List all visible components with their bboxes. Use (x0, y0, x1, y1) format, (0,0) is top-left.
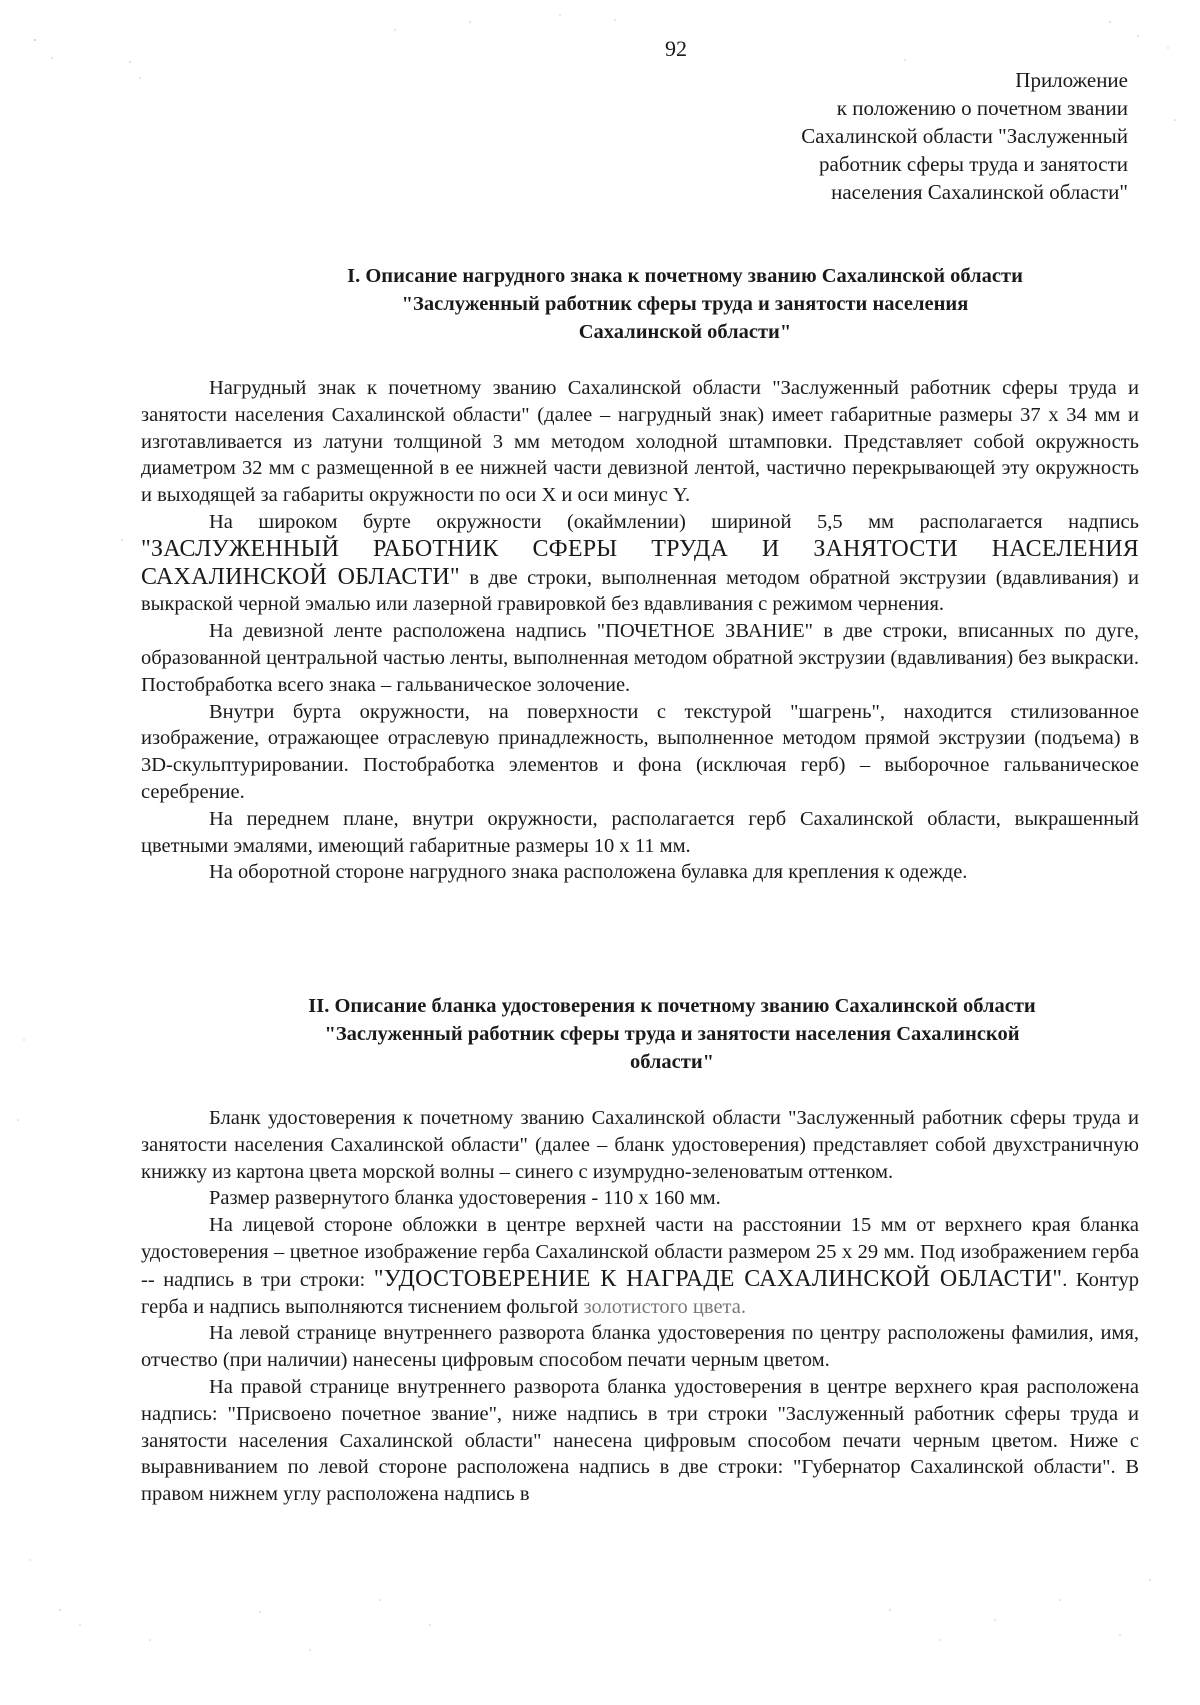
paragraph-text: Нагрудный знак к почетному званию Сахалинской области "Заслуженный работник сферы труда и занятости населения Сахалинской области" (далее – нагрудный знак) имеет габаритные размеры 37 x 34 мм и изготавливается из латуни толщиной 3 мм методом холодной штамповки. Представляет собой окружность диаметром 32 мм с размещенной в ее нижней части девизной лентой, частично перекрывающей эту окружность и выходящей за габариты окружности по оси X и оси минус Y. (141, 377, 1139, 507)
paragraph-text: Бланк удостоверения к почетному званию Сахалинской области "Заслуженный работник сферы труда и занятости населения Сахалинской области" (далее – бланк удостоверения) представляет собой двухстраничную книжку из картона цвета морской волны – синего с изумрудно-зеленоватым оттенком. (141, 1107, 1139, 1183)
section-1-title (250, 262, 1120, 346)
section1-paragraph (141, 859, 1139, 886)
section-2-title-line: "Заслуженный работник сферы труда и занятости населения Сахалинской (324, 1023, 1020, 1045)
section-2-body (141, 1105, 1139, 1508)
section-1-title-line: Сахалинской области" (578, 321, 792, 343)
section1-paragraph (141, 618, 1139, 698)
page-number: 92 (665, 36, 687, 61)
appendix-line: Сахалинской области "Заслуженный (801, 124, 1128, 148)
paragraph-text: "УДОСТОВЕРЕНИЕ К НАГРАДЕ САХАЛИНСКОЙ ОБЛАСТИ" (373, 1265, 1063, 1292)
paragraph-text: в две строки, выполненная методом обратной экструзии (вдавливания) и выкраской черной эмалью или лазерной гравировкой без вдавливания с режимом чернения. (141, 566, 1139, 616)
paragraph-text: На лицевой стороне обложки в центре верхней части на расстоянии 15 мм от верхнего края бланка удостоверения – цветное изображение герба Сахалинской области размером 25 x 29 мм. Под изображением герба -- надпись в три строки: (141, 1214, 1139, 1291)
section1-paragraph (141, 806, 1139, 860)
paragraph-text: Размер развернутого бланка удостоверения - 110 x 160 мм. (209, 1187, 721, 1210)
appendix-note (568, 66, 1128, 206)
section1-paragraph (141, 509, 1139, 618)
section1-paragraph (141, 375, 1139, 509)
paragraph-text: "ЗАСЛУЖЕННЫЙ РАБОТНИК СФЕРЫ ТРУДА И ЗАНЯТОСТИ НАСЕЛЕНИЯ САХАЛИНСКОЙ ОБЛАСТИ" (141, 535, 1139, 590)
paragraph-text: . Контур герба и надпись выполняются тиснением фольгой (141, 1268, 1139, 1318)
section2-paragraph (141, 1320, 1139, 1374)
section2-paragraph (141, 1212, 1139, 1320)
section2-paragraph (141, 1105, 1139, 1185)
paragraph-text: На девизной ленте расположена надпись "ПОЧЕТНОЕ ЗВАНИЕ" в две строки, вписанных по дуге, образованной центральной частью ленты, выполненная методом обратной экструзии (вдавливания) без выкраски. Постобработка всего знака – гальваническое золочение. (141, 620, 1139, 696)
appendix-line: населения Сахалинской области" (831, 180, 1128, 204)
paragraph-text: На широком бурте окружности (окаймлении) шириной 5,5 мм располагается надпись (209, 510, 1139, 533)
section-2-title (232, 992, 1112, 1076)
section-1-body (141, 375, 1139, 886)
appendix-line: Приложение (1015, 68, 1128, 92)
appendix-line: к положению о почетном звании (836, 96, 1128, 120)
section2-paragraph (141, 1374, 1139, 1508)
paragraph-text: золотистого цвета. (583, 1295, 746, 1318)
paragraph-text: На переднем плане, внутри окружности, располагается герб Сахалинской области, выкрашенный цветными эмалями, имеющий габаритные размеры 10 x 11 мм. (141, 807, 1139, 857)
section-2-title-line: области" (629, 1051, 715, 1073)
section-2-title-line: II. Описание бланка удостоверения к почетному званию Сахалинской области (308, 995, 1036, 1017)
section-1-title-line: I. Описание нагрудного знака к почетному званию Сахалинской области (347, 265, 1023, 287)
paragraph-text: На оборотной стороне нагрудного знака расположена булавка для крепления к одежде. (209, 861, 968, 884)
paragraph-text: На левой странице внутреннего разворота бланка удостоверения по центру расположены фамилия, имя, отчество (при наличии) нанесены цифровым способом печати черным цветом. (141, 1322, 1139, 1372)
section-1-title-line: "Заслуженный работник сферы труда и занятости населения (401, 293, 969, 315)
paragraph-text: На правой странице внутреннего разворота бланка удостоверения в центре верхнего края расположена надпись: "Присвоено почетное звание", ниже надпись в три строки "Заслуженный работник сферы труда и занятости населения Сахалинской области" нанесена цифровым способом печати черным цветом. Ниже с выравниванием по левой стороне расположена надпись в две строки: "Губернатор Сахалинской области". В правом нижнем углу расположена надпись в (141, 1375, 1139, 1506)
paragraph-text: Внутри бурта окружности, на поверхности с текстурой "шагрень", находится стилизованное изображение, отражающее отраслевую принадлежность, выполненное методом прямой экструзии (подъема) в 3D-скульптурировании. Постобработка элементов и фона (исключая герб) – выборочное гальваническое серебрение. (141, 700, 1139, 803)
section1-paragraph (141, 699, 1139, 806)
appendix-line: работник сферы труда и занятости (819, 152, 1128, 176)
section2-paragraph (141, 1185, 1139, 1212)
